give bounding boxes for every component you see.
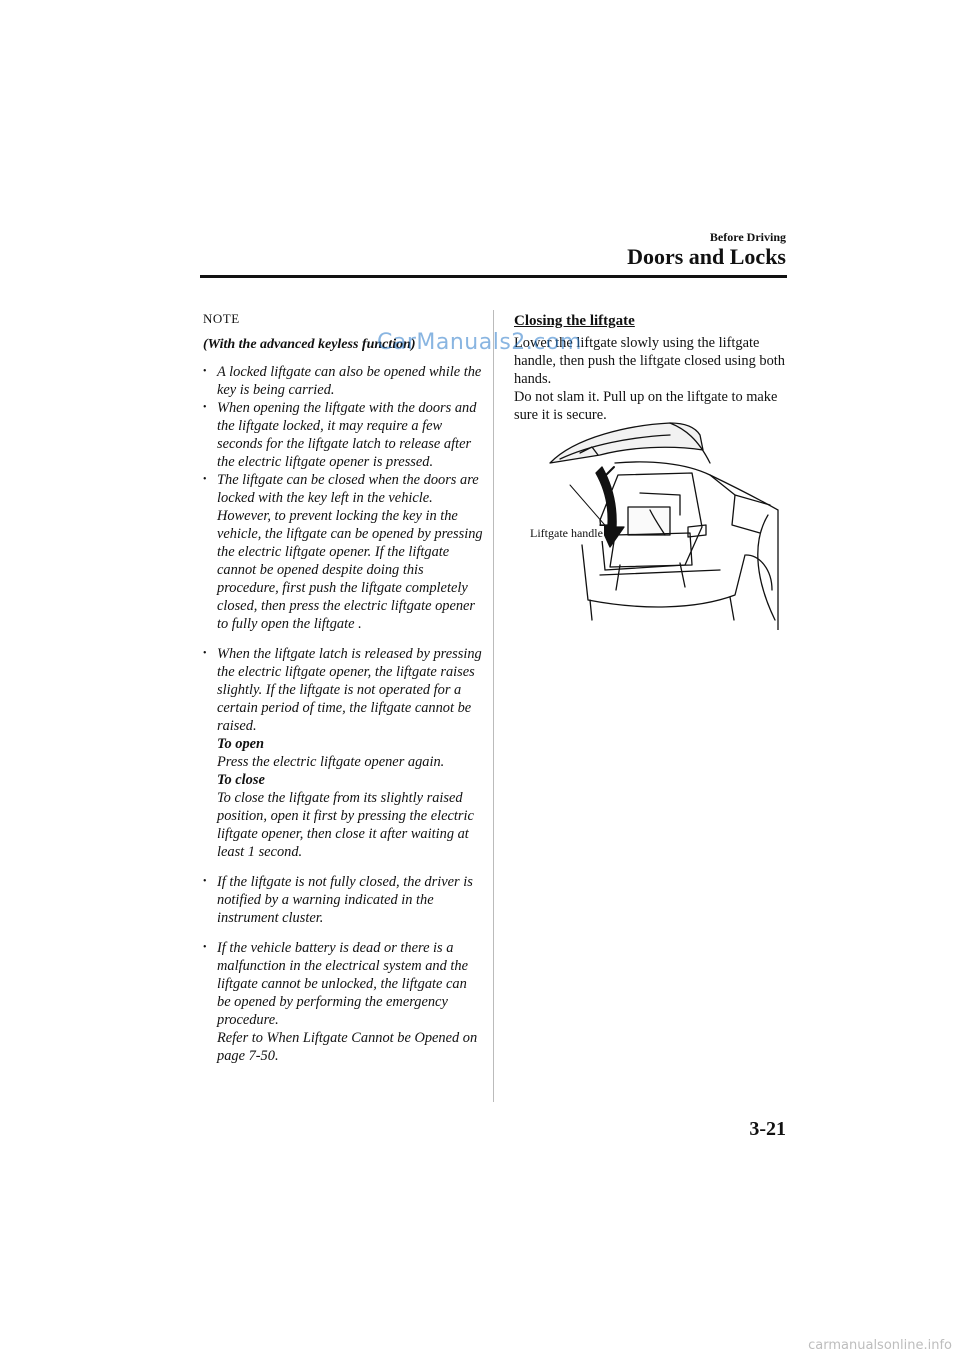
note-bullet: • The liftgate can be closed when the doors are locked with the key left in the vehicle. However, to prevent locking the key in the vehicle, the liftgate can be opened by pressing the electric liftgate opener. If the liftgate cannot be opened despite doing this procedure, first push the liftgate completely closed, then press the electric liftgate opener to fully open the liftgate . — [203, 471, 483, 633]
figure-label-liftgate-handle: Liftgate handle — [530, 526, 603, 540]
footer-site-watermark: carmanualsonline.info — [808, 1338, 952, 1353]
section-label: Before Driving — [709, 230, 786, 244]
closing-para-2: Do not slam it. Pull up on the liftgate to make sure it is secure. — [514, 389, 778, 423]
closing-para-1: Lower the liftgate slowly using the liftgate handle, then push the liftgate closed using both hands. — [514, 335, 785, 387]
battery-reference: Refer to When Liftgate Cannot be Opened on page 7-50. — [217, 1030, 478, 1064]
note-condition: (With the advanced keyless function) — [203, 337, 416, 352]
note-column — [203, 310, 483, 1065]
note-bullet-battery — [203, 939, 483, 1065]
to-close-text: To close the liftgate from its slightly raised position, open it first by pressing the electric liftgate opener, then close it after waiting at least 1 second. — [217, 790, 474, 860]
note-bullet: • If the liftgate is not fully closed, the driver is notified by a warning indicated in the instrument cluster. — [203, 873, 483, 927]
to-open-text: Press the electric liftgate opener again. — [217, 754, 445, 770]
header-rule — [200, 275, 787, 278]
battery-text: • If the vehicle battery is dead or there is a malfunction in the electrical system and the liftgate cannot be unlocked, the liftgate can be opened by performing the emergency procedure. — [217, 940, 468, 1028]
to-close-heading: To close — [217, 772, 265, 788]
to-open-heading: To open — [217, 736, 265, 752]
latch-intro: • When the liftgate latch is released by pressing the electric liftgate opener, the liftgate raises slightly. If the liftgate is not operated for a certain period of time, the liftgate cannot be raised. — [217, 646, 482, 734]
note-bullet-latch — [203, 645, 483, 861]
note-bullet: • When opening the liftgate with the doors and the liftgate locked, it may require a few seconds for the liftgate latch to release after the electric liftgate opener is pressed. — [203, 399, 483, 471]
note-title: NOTE — [203, 311, 240, 326]
column-divider — [493, 310, 494, 1102]
chapter-title: Doors and Locks — [627, 244, 786, 269]
closing-column — [514, 312, 794, 424]
liftgate-illustration — [520, 415, 782, 630]
watermark: CarManuals2.com — [377, 330, 582, 355]
closing-title: Closing the liftgate — [514, 313, 635, 329]
note-bullet: • A locked liftgate can also be opened while the key is being carried. — [203, 363, 483, 399]
page-number: 3-21 — [749, 1118, 786, 1140]
